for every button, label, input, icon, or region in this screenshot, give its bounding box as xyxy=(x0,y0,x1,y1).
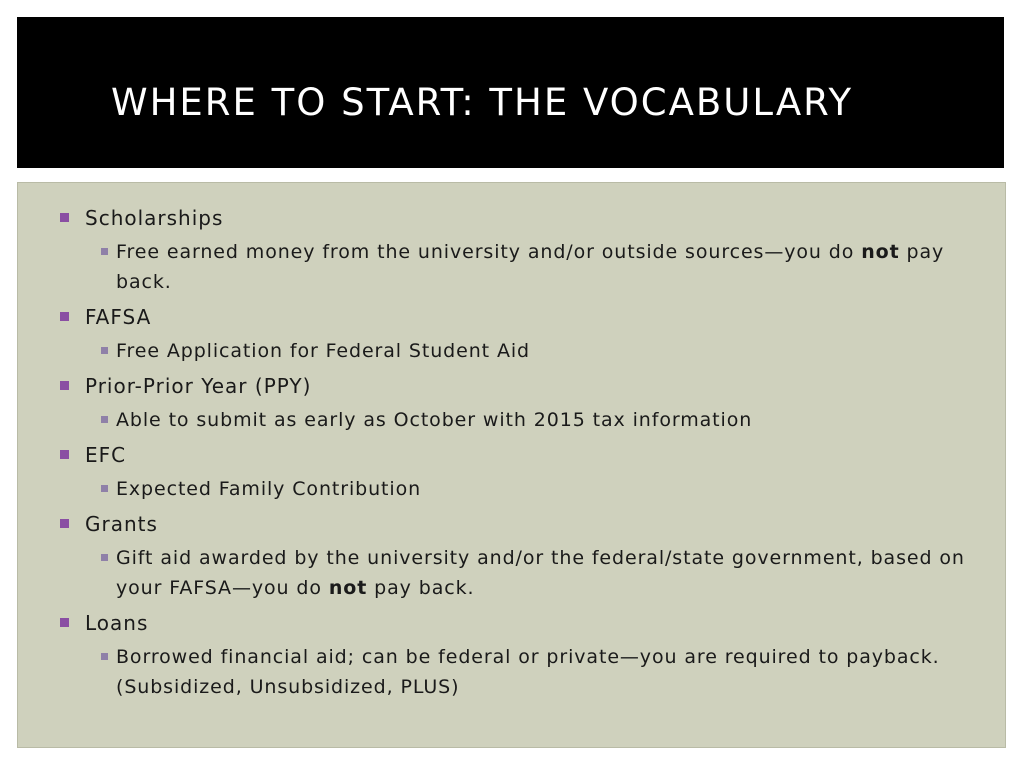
definition-list xyxy=(85,336,980,366)
definition-text: Free earned money from the university and/or outside sources—you do xyxy=(116,241,862,263)
definition-list xyxy=(85,642,980,702)
title-bar xyxy=(17,17,1004,168)
list-item-loans xyxy=(60,608,980,702)
small-square-bullet-icon xyxy=(101,416,108,423)
definition-list xyxy=(85,543,980,603)
definition-text-end: pay back. xyxy=(116,241,945,293)
term-label: Scholarships xyxy=(85,206,224,230)
definition-item xyxy=(91,642,980,702)
square-bullet-icon xyxy=(60,381,69,390)
square-bullet-icon xyxy=(60,450,69,459)
term-label: Loans xyxy=(85,611,149,635)
list-item-efc xyxy=(60,440,980,504)
small-square-bullet-icon xyxy=(101,653,108,660)
definition-text-end: pay back. xyxy=(367,577,475,599)
small-square-bullet-icon xyxy=(101,554,108,561)
square-bullet-icon xyxy=(60,519,69,528)
definition-text: Free Application for Federal Student Aid xyxy=(116,340,530,362)
square-bullet-icon xyxy=(60,213,69,222)
definition-list xyxy=(85,405,980,435)
small-square-bullet-icon xyxy=(101,248,108,255)
definition-list xyxy=(85,237,980,297)
small-square-bullet-icon xyxy=(101,347,108,354)
list-item-grants xyxy=(60,509,980,603)
definition-emphasis: not xyxy=(328,577,368,599)
definition-item xyxy=(91,543,980,603)
definition-list xyxy=(85,474,980,504)
definition-text: Gift aid awarded by the university and/or the federal/state government, based on your FAFSA—you do xyxy=(116,547,965,599)
list-item-ppy xyxy=(60,371,980,435)
list-item-scholarships xyxy=(60,203,980,297)
definition-text: Able to submit as early as October with 2015 tax information xyxy=(116,409,753,431)
definition-text: Borrowed financial aid; can be federal or private—you are required to payback. (Subsidized, Unsubsidized, PLUS) xyxy=(116,646,940,698)
list-item-fafsa xyxy=(60,302,980,366)
small-square-bullet-icon xyxy=(101,485,108,492)
slide-title: WHERE TO START: THE VOCABULARY xyxy=(111,81,854,124)
term-label: Grants xyxy=(85,512,158,536)
definition-item xyxy=(91,237,980,297)
square-bullet-icon xyxy=(60,618,69,627)
term-label: FAFSA xyxy=(85,305,152,329)
content-panel xyxy=(17,182,1006,748)
vocabulary-list xyxy=(60,203,980,702)
term-label: Prior-Prior Year (PPY) xyxy=(85,374,312,398)
definition-item xyxy=(91,336,980,366)
definition-emphasis: not xyxy=(861,241,900,263)
square-bullet-icon xyxy=(60,312,69,321)
definition-text: Expected Family Contribution xyxy=(116,478,422,500)
term-label: EFC xyxy=(85,443,127,467)
definition-item xyxy=(91,474,980,504)
definition-item xyxy=(91,405,980,435)
